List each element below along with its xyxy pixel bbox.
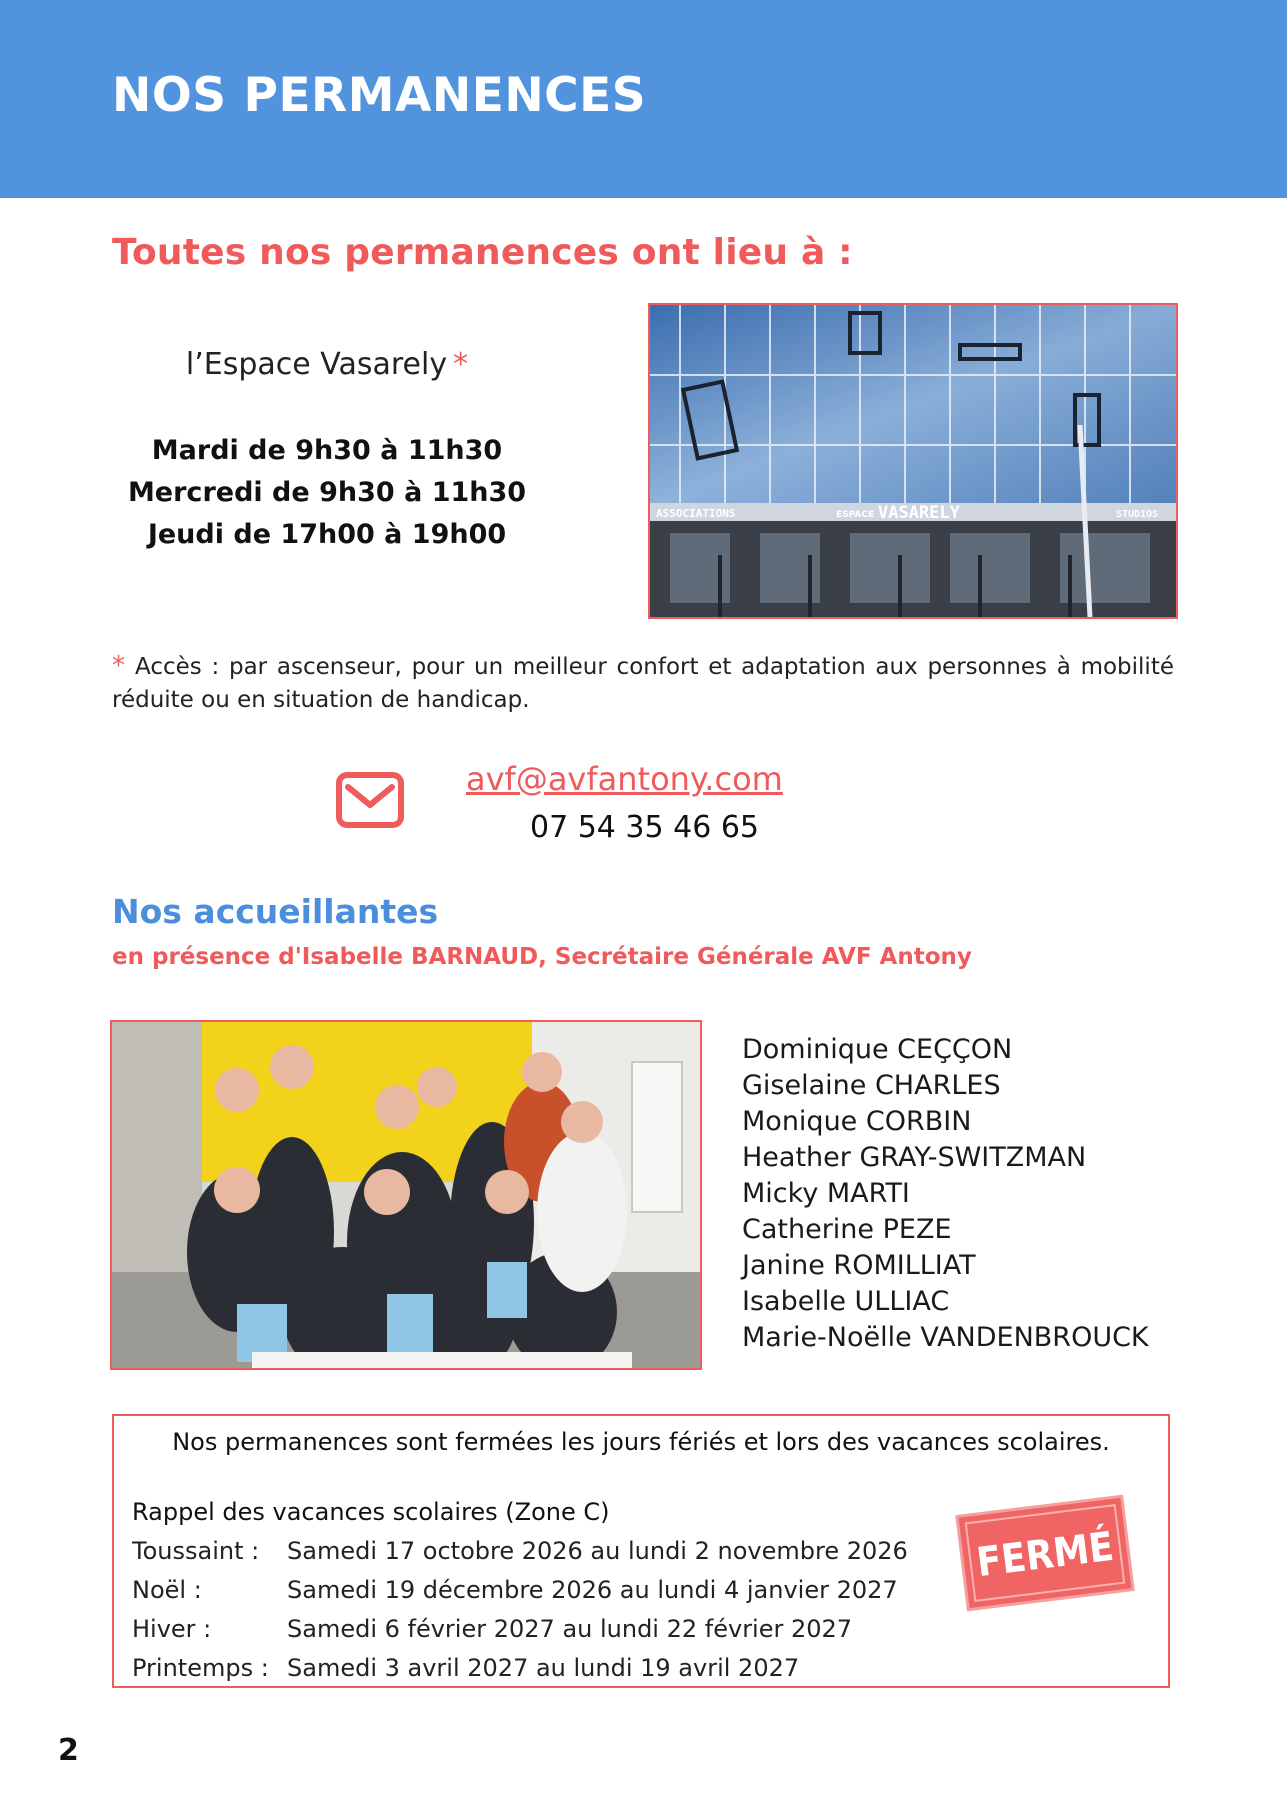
- holiday-row: [132, 1571, 908, 1610]
- access-asterisk: *: [112, 651, 125, 681]
- holiday-dates: Samedi 19 décembre 2026 au lundi 4 janvier 2027: [287, 1576, 898, 1604]
- building-illustration: [650, 305, 1176, 617]
- holiday-dates: Samedi 3 avril 2027 au lundi 19 avril 2027: [287, 1654, 800, 1682]
- holiday-list: [132, 1532, 908, 1688]
- list-item: Dominique CEÇÇON: [742, 1034, 1013, 1065]
- hostesses-subheading: en présence d'Isabelle BARNAUD, Secrétaire Générale AVF Antony: [112, 944, 972, 970]
- list-item: Janine ROMILLIAT: [742, 1250, 976, 1281]
- email-link[interactable]: avf@avfantony.com: [466, 760, 783, 798]
- list-item: Marie-Noëlle VANDENBROUCK: [742, 1322, 1149, 1353]
- hostess-names: [742, 1032, 1149, 1356]
- venue-name: l’Espace Vasarely: [185, 347, 448, 382]
- holiday-name: Hiver :: [132, 1615, 212, 1643]
- holiday-row: [132, 1610, 908, 1649]
- phone-number: 07 54 35 46 65: [530, 810, 760, 845]
- team-photo: [110, 1020, 702, 1370]
- mail-icon: [336, 772, 404, 828]
- hours-thursday: Jeudi de 17h00 à 19h00: [147, 519, 507, 550]
- list-item: Monique CORBIN: [742, 1106, 972, 1137]
- holiday-name: Noël :: [132, 1576, 202, 1604]
- list-item: Micky MARTI: [742, 1178, 910, 1209]
- hostesses-heading: Nos accueillantes: [112, 892, 439, 931]
- holiday-name: Toussaint :: [132, 1537, 260, 1565]
- closure-box: [112, 1414, 1170, 1688]
- holiday-dates: Samedi 6 février 2027 au lundi 22 février 2027: [287, 1615, 853, 1643]
- intro-heading: Toutes nos permanences ont lieu à :: [112, 232, 853, 273]
- access-text-2: pour un meilleur confort et adaptation aux personnes à mobilité réduite ou en situation de handicap.: [112, 654, 1174, 713]
- venue-name-line: [112, 347, 542, 382]
- access-text-1: : par: [201, 654, 277, 680]
- sign-studios: STUDIOS: [1116, 509, 1159, 520]
- sign-espace: ESPACE: [836, 510, 875, 520]
- access-keyword: ascenseur,: [276, 654, 402, 680]
- closure-note: Nos permanences sont fermées les jours fériés et lors des vacances scolaires.: [172, 1428, 1110, 1456]
- sign-vasarely: VASARELY: [878, 503, 960, 523]
- list-item: Catherine PEZE: [742, 1214, 952, 1245]
- sign-associations: ASSOCIATIONS: [656, 507, 736, 520]
- holiday-name: Printemps :: [132, 1654, 269, 1682]
- asterisk-marker: *: [453, 347, 469, 382]
- page-number: 2: [58, 1733, 79, 1768]
- espace-vasarely-photo: [648, 303, 1178, 619]
- list-item: Heather GRAY-SWITZMAN: [742, 1142, 1087, 1173]
- holiday-row: [132, 1532, 908, 1571]
- holiday-dates: Samedi 17 octobre 2026 au lundi 2 novembre 2026: [287, 1537, 908, 1565]
- page-title: NOS PERMANENCES: [112, 68, 647, 123]
- access-label: Accès: [135, 654, 202, 680]
- opening-hours: [112, 430, 542, 556]
- holidays-title: Rappel des vacances scolaires (Zone C): [132, 1498, 610, 1526]
- list-item: Giselaine CHARLES: [742, 1070, 1001, 1101]
- access-note: [112, 650, 1174, 717]
- venue-block: [112, 347, 542, 556]
- hours-wednesday: Mercredi de 9h30 à 11h30: [127, 477, 527, 508]
- ferme-stamp: [952, 1494, 1138, 1612]
- stamp-text: FERMÉ: [974, 1523, 1117, 1587]
- holiday-row: [132, 1649, 908, 1688]
- list-item: Isabelle ULLIAC: [742, 1286, 950, 1317]
- team-illustration: [112, 1022, 700, 1368]
- hours-tuesday: Mardi de 9h30 à 11h30: [151, 435, 503, 466]
